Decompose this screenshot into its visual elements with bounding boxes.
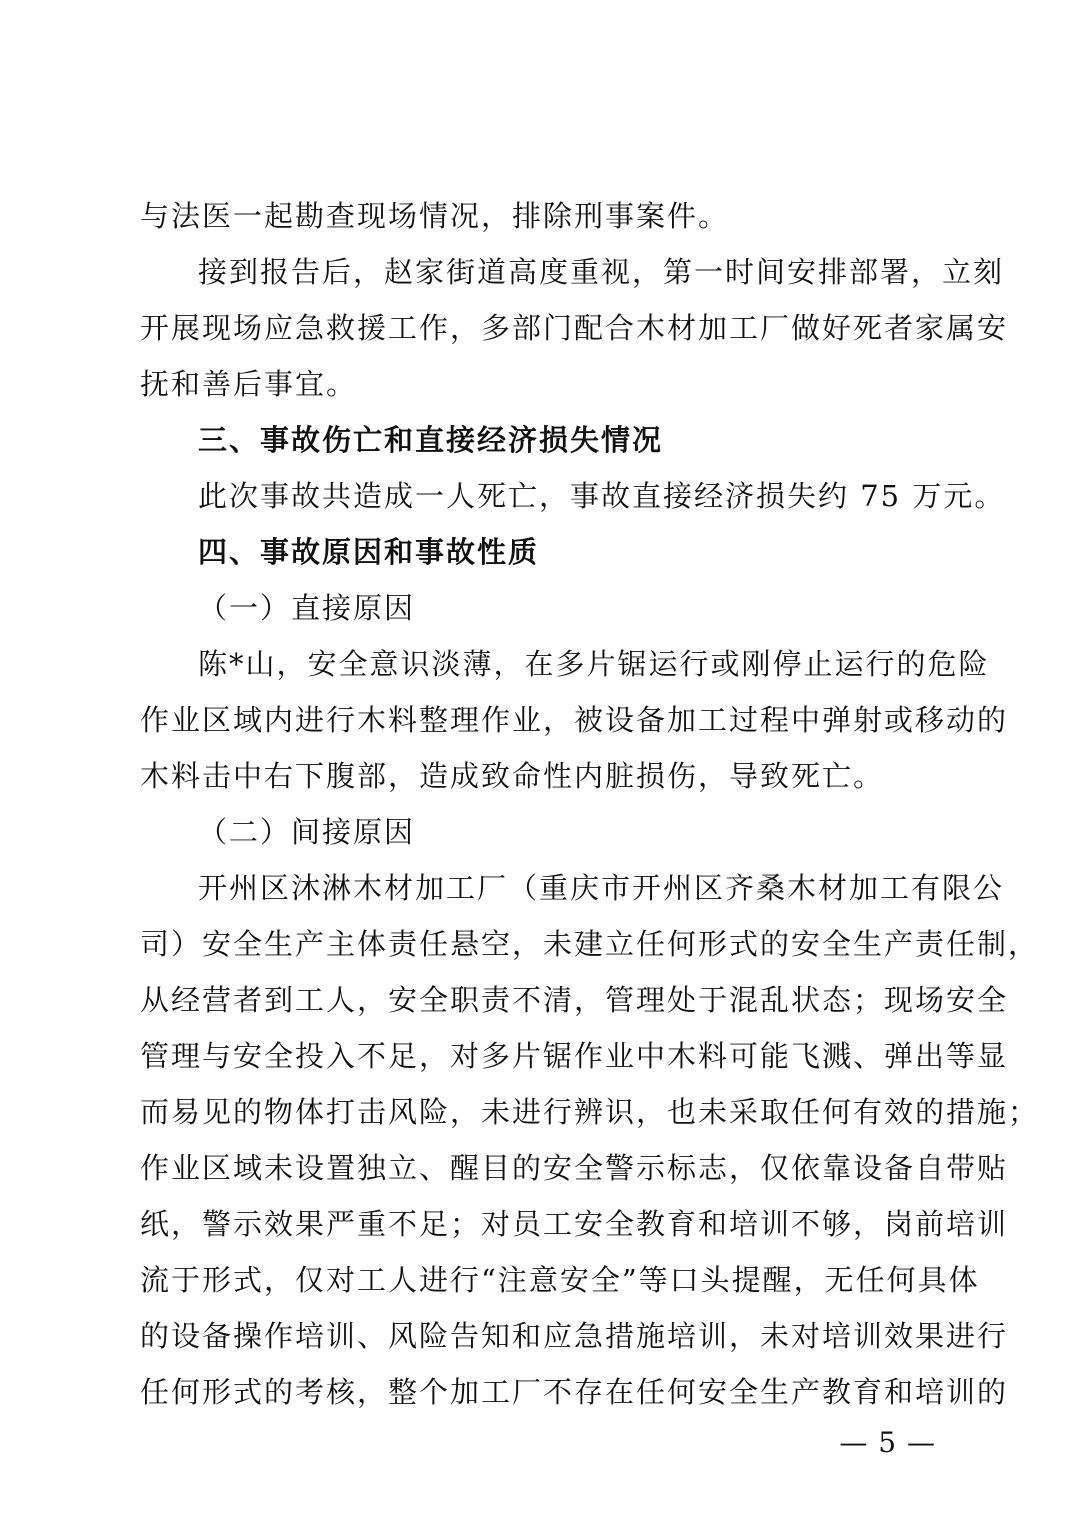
paragraph-line: 此次事故共造成一人死亡，事故直接经济损失约 75 万元。 [198,479,1006,513]
paragraph-line: 作业区域内进行木料整理作业，被设备加工过程中弹射或移动的 [140,703,1009,737]
paragraph-line: 而易见的物体打击风险，未进行辨识，也未采取任何有效的措施； [140,1095,1040,1129]
paragraph-line: 管理与安全投入不足，对多片锯作业中木料可能飞溅、弹出等显 [140,1039,1009,1073]
subsection-heading: （二）间接原因 [198,815,416,849]
paragraph-line: 陈*山，安全意识淡薄，在多片锯运行或刚停止运行的危险 [198,647,990,681]
paragraph-line: 与法医一起勘查现场情况，排除刑事案件。 [140,199,730,233]
section-heading: 三、事故伤亡和直接经济损失情况 [198,423,664,457]
paragraph-line: 司）安全生产主体责任悬空，未建立任何形式的安全生产责任制， [140,927,1040,961]
paragraph-line: 从经营者到工人，安全职责不清，管理处于混乱状态；现场安全 [140,983,1009,1017]
paragraph-line: 开州区沐淋木材加工厂（重庆市开州区齐桑木材加工有限公 [198,871,1005,905]
section-heading: 四、事故原因和事故性质 [198,535,540,569]
subsection-heading: （一）直接原因 [198,591,416,625]
paragraph-line: 作业区域未设置独立、醒目的安全警示标志，仅依靠设备自带贴 [140,1151,1009,1185]
document-body [140,188,1040,1420]
paragraph-line: 抚和善后事宜。 [140,367,358,401]
paragraph-line: 接到报告后，赵家街道高度重视，第一时间安排部署，立刻 [198,255,1005,289]
paragraph-line: 木料击中右下腹部，造成致命性内脏损伤，导致死亡。 [140,759,885,793]
paragraph-line: 纸，警示效果严重不足；对员工安全教育和培训不够，岗前培训 [140,1207,1009,1241]
paragraph-line: 的设备操作培训、风险告知和应急措施培训，未对培训效果进行 [140,1319,1009,1353]
paragraph-line: 开展现场应急救援工作，多部门配合木材加工厂做好死者家属安 [140,311,1009,345]
paragraph-line: 流于形式，仅对工人进行“注意安全”等口头提醒，无任何具体 [140,1263,980,1297]
paragraph-line: 任何形式的考核，整个加工厂不存在任何安全生产教育和培训的 [140,1375,1009,1409]
page-number: — 5 — [839,1426,936,1459]
